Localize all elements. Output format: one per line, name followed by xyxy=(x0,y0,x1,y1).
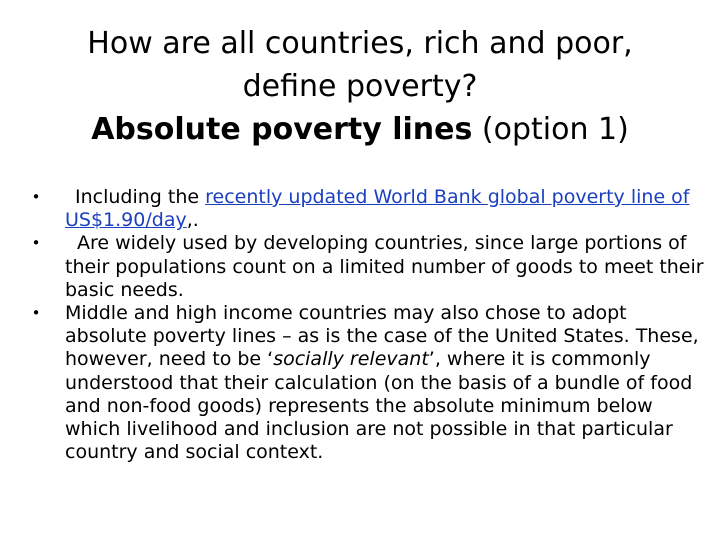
bullet-text-pre: Middle and high income countries may also chose to adopt absolute poverty lines – as is the case of the United States. These, however, need to be ‘ xyxy=(65,302,699,371)
bullet-text-post: ’, where it is commonly understood that their calculation (on the basis of a bundle of food and non-food goods) represents the absolute minimum below which livelihood and inclusion are not possible in that particular country and social context. xyxy=(65,348,693,464)
bullet-item-middle-high-income xyxy=(0,302,720,464)
bullet-marker: • xyxy=(31,304,41,323)
title-qualifier: (option 1) xyxy=(472,112,629,147)
bullet-marker: • xyxy=(31,188,41,206)
title-line-1: How are all countries, rich and poor, xyxy=(87,26,633,61)
title-line-2: define poverty? xyxy=(242,69,478,104)
socially-relevant-emphasis: socially relevant xyxy=(273,348,429,371)
world-bank-poverty-line-link[interactable]: recently updated World Bank global poverty line of US$1.90/day xyxy=(65,186,690,232)
title-line-3 xyxy=(0,108,720,151)
bullet-text-post: ,. xyxy=(186,209,199,232)
slide-title xyxy=(0,22,720,151)
bullet-list xyxy=(0,186,720,464)
bullet-text: Are widely used by developing countries, since large portions of their populations count on a limited number of goods to meet their basic needs. xyxy=(65,232,704,301)
bullet-text-pre: Including the xyxy=(75,186,206,208)
bullet-marker: • xyxy=(31,234,41,253)
title-emphasis: Absolute poverty lines xyxy=(91,112,473,147)
bullet-item-developing-countries xyxy=(0,232,720,302)
bullet-item-world-bank xyxy=(0,186,720,232)
